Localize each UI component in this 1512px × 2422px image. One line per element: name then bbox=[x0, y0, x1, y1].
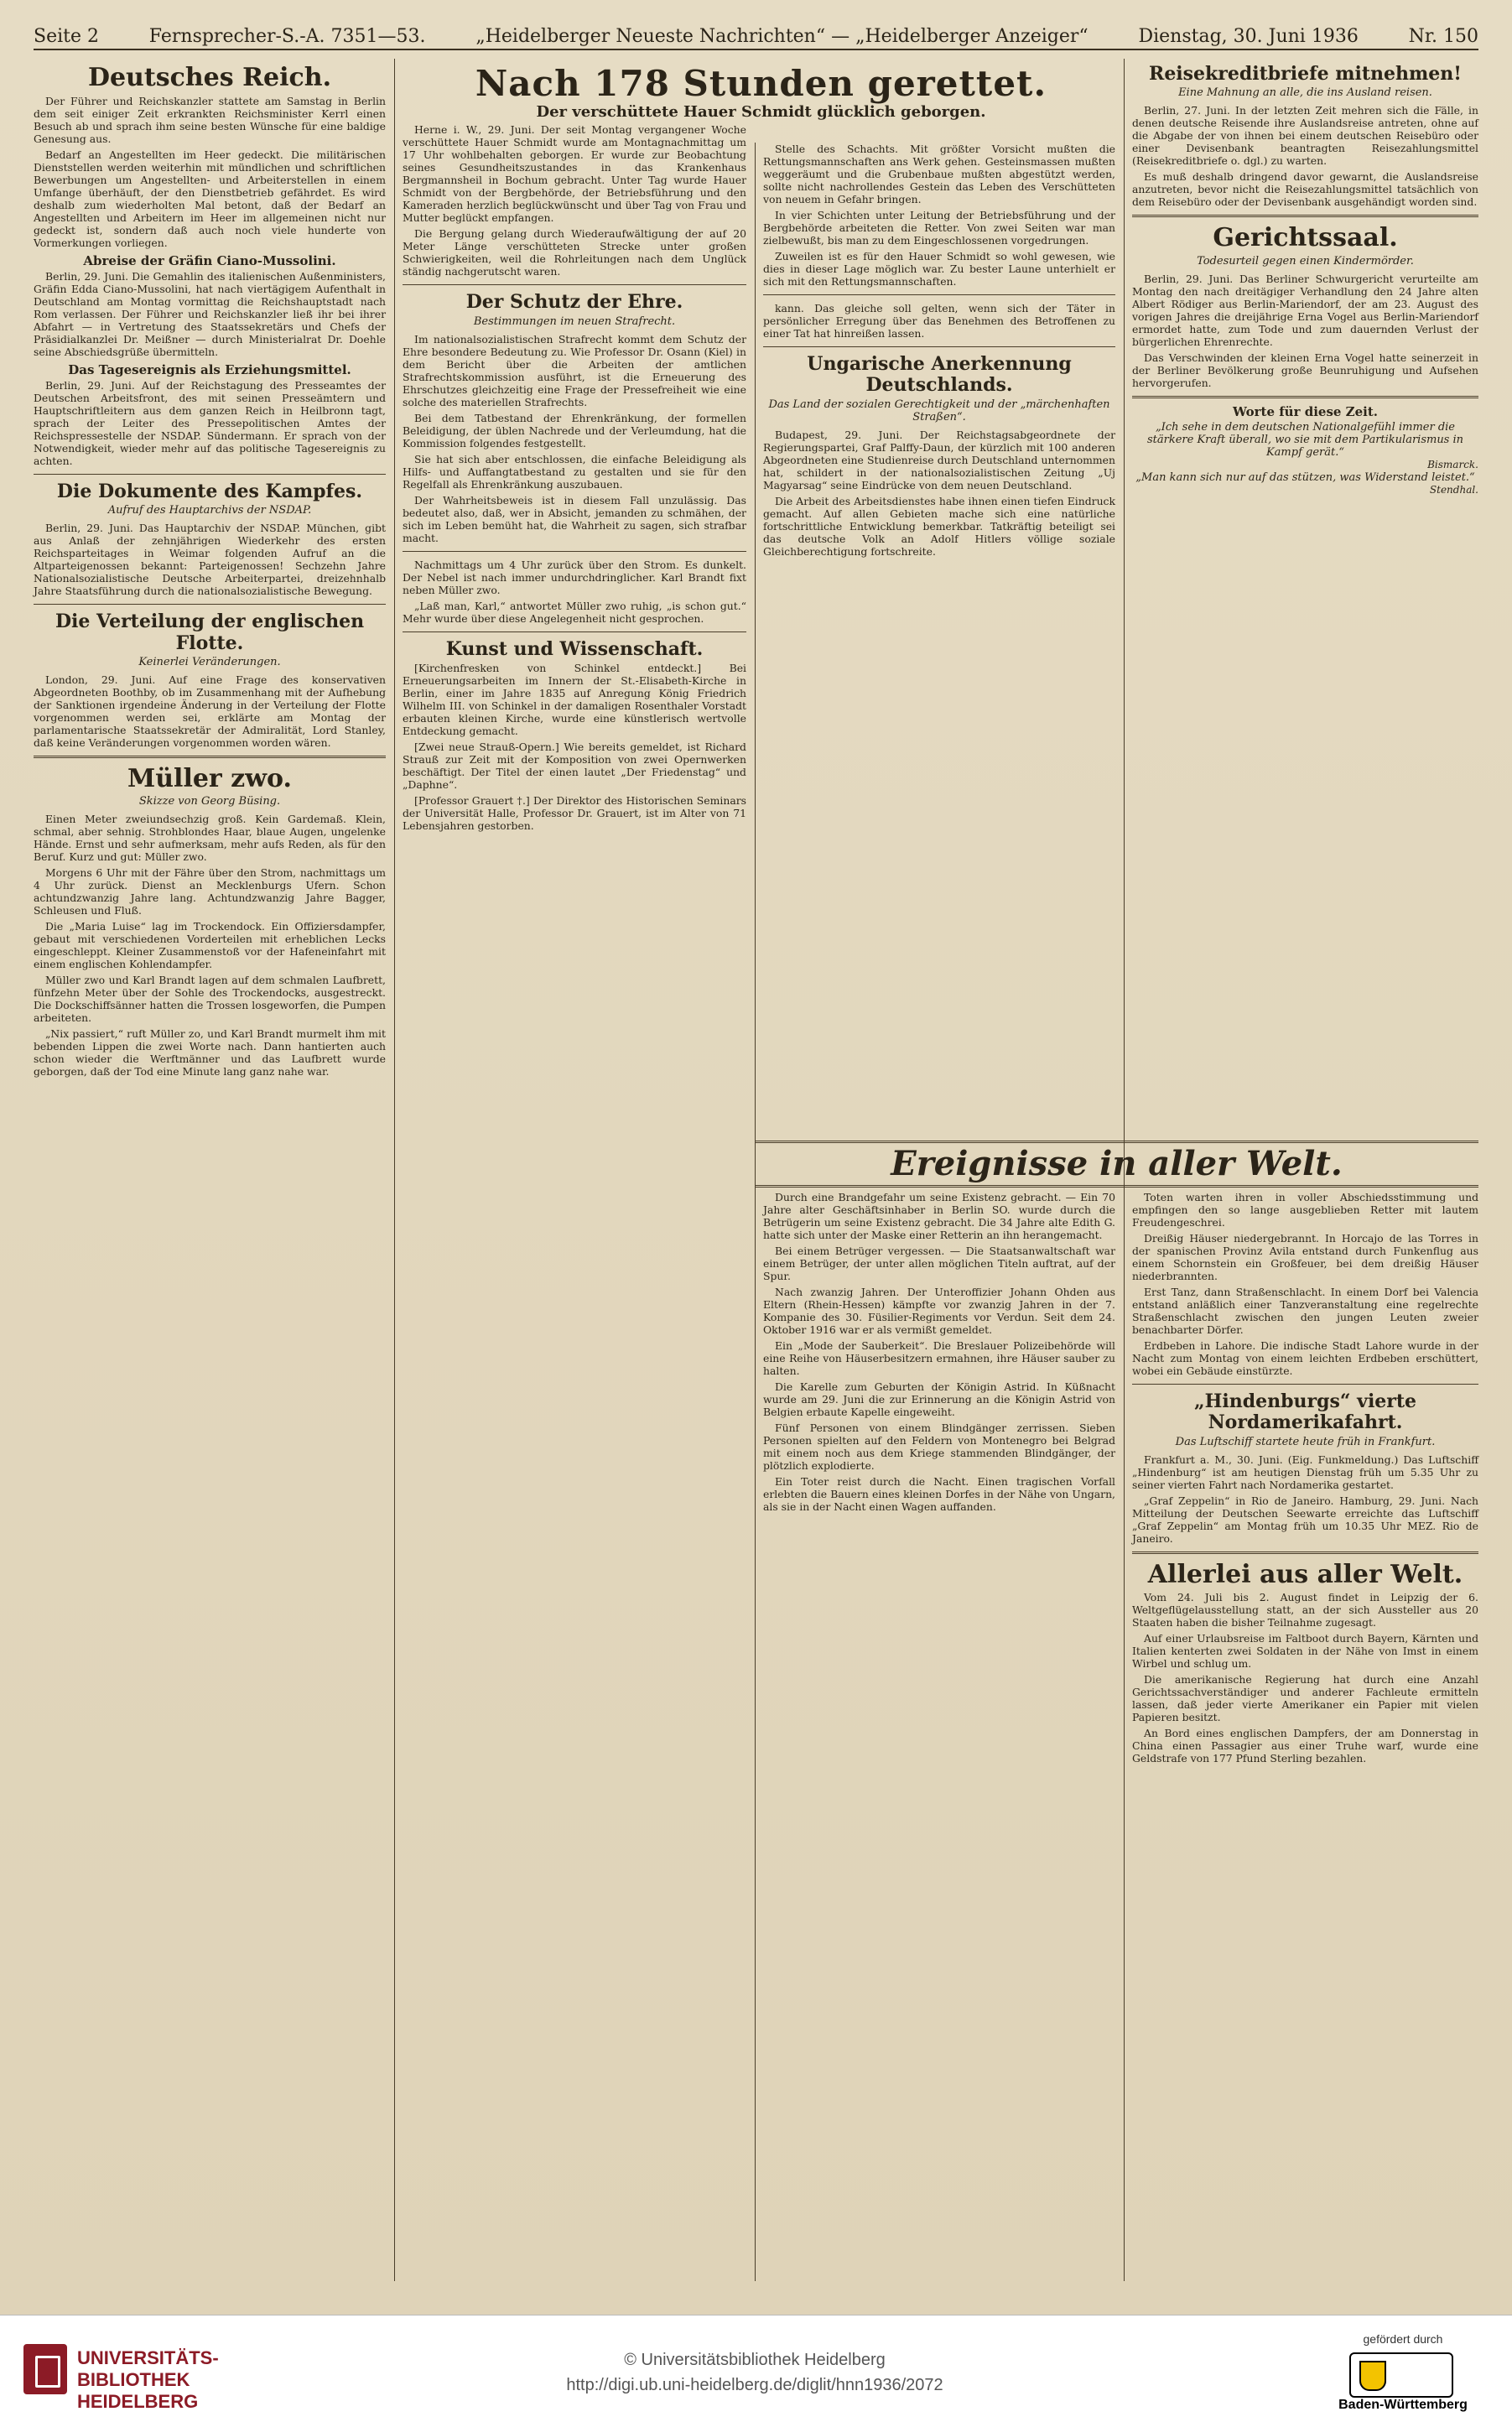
article-paragraph: Frankfurt a. M., 30. Juni. (Eig. Funkmeldung.) Das Luftschiff „Hindenburg“ ist am heutigen Dienstag früh um 5.35 Uhr zu seiner vierten Fahrt nach Nordamerika gestartet. bbox=[1132, 1453, 1478, 1491]
article-title: Die Verteilung der englischen Flotte. bbox=[55, 611, 365, 654]
article-paragraph: Berlin, 29. Juni. Auf der Reichstagung des Presseamtes der Deutschen Arbeitsfront, des mit seinen Presseämtern und Hauptschriftleitern aus dem ganzen Reich in Heilbronn tagt, sprach der Leiter des Pressepolitischen Amtes der Reichspressestelle der NSDAP. Sündermann. Er sprach von der Notwendigkeit, wieder mehr auf das politische Tagesereignis zu achten. bbox=[34, 379, 386, 467]
article-paragraph: Es muß deshalb dringend davor gewarnt, die Auslandsreise anzutreten, bevor nicht die Reisezahlungsmittel tatsächlich von dem Reisebüro oder der Devisenbank ausgehändigt worden sind. bbox=[1132, 170, 1478, 209]
news-item: Ein Toter reist durch die Nacht. Einen tragischen Vorfall erlebten die Bauern eines kleinen Dorfes in der Nähe von Ungarn, als sie in der Nacht einen Wagen auffanden. bbox=[763, 1475, 1115, 1513]
divider bbox=[34, 474, 386, 475]
story-paragraph: Nachmittags um 4 Uhr zurück über den Strom. Es dunkelt. Der Nebel ist nach immer undurchdringlicher. Karl Brandt fixt neben Müller zwo. bbox=[403, 558, 746, 596]
column-4-top bbox=[1132, 59, 1478, 1065]
library-name: UNIVERSITÄTS- BIBLIOTHEK HEIDELBERG bbox=[77, 2347, 219, 2412]
article-paragraph: Bei dem Tatbestand der Ehrenkränkung, der formellen Beleidigung, der üblen Nachrede und der Verleumdung, hat die Kommission folgendes festgestellt. bbox=[403, 411, 746, 450]
copyright-text: © Universitätsbibliothek Heidelberg bbox=[624, 2351, 886, 2369]
article-title: Ungarische Anerkennung Deutschlands. bbox=[807, 353, 1072, 397]
divider bbox=[763, 346, 1115, 347]
article-paragraph: [Kirchenfresken von Schinkel entdeckt.] Bei Erneuerungsarbeiten im Innern der St.-Elisabeth-Kirche in Berlin, einer im Jahre 1835 auf Anregung König Friedrich Wilhelm III. von Schinkel in der damaligen Rosenthaler Vorstadt erbauten kleinen Kirche, wurde eine künstlerisch wertvolle Entdeckung gemacht. bbox=[403, 661, 746, 737]
section-banner: Ereignisse in aller Welt. bbox=[755, 1141, 1478, 1188]
news-item: Die Karelle zum Geburten der Königin Astrid. In Küßnacht wurde am 29. Juni die zur Erinnerung an die Königin Astrid von Belgien erbaute Kapelle eingeweiht. bbox=[763, 1380, 1115, 1418]
divider bbox=[403, 631, 746, 632]
column-rule bbox=[755, 143, 756, 2281]
article-subheading: Aufruf des Hauptarchivs der NSDAP. bbox=[107, 504, 312, 517]
funding-label: gefördert durch bbox=[1363, 2332, 1443, 2346]
news-item: Auf einer Urlaubsreise im Faltboot durch Bayern, Kärnten und Italien kenterten zwei Soldaten in der Nähe von Imst in einem Wirbel und schlug um. bbox=[1132, 1632, 1478, 1671]
article-title: Deutsches Reich. bbox=[87, 63, 332, 92]
divider bbox=[1132, 1551, 1478, 1554]
article-paragraph: [Professor Grauert †.] Der Direktor des Historischen Seminars der Universität Halle, Professor Dr. Grauert, ist im Alter von 71 Lebensjahren gestorben. bbox=[403, 793, 746, 832]
university-library-logo-icon bbox=[23, 2344, 67, 2394]
divider bbox=[1132, 1384, 1478, 1385]
library-footer bbox=[0, 2315, 1512, 2422]
article-subheading: Bestimmungen im neuen Strafrecht. bbox=[473, 314, 676, 328]
column-3-top bbox=[763, 143, 1115, 1065]
article-title: Gerichtssaal. bbox=[1213, 223, 1398, 253]
permalink[interactable]: http://digi.ub.uni-heidelberg.de/diglit/hnn1936/2072 bbox=[566, 2376, 943, 2394]
article-paragraph: [Zwei neue Strauß-Opern.] Wie bereits gemeldet, ist Richard Strauß zur Zeit mit der Komposition von zwei Opernwerken beschäftigt. Der Titel der einen lautet „Der Friedenstag“ und „Daphne“. bbox=[403, 740, 746, 791]
article-title: Allerlei aus aller Welt. bbox=[1147, 1559, 1463, 1589]
article-paragraph: Die Arbeit des Arbeitsdienstes habe ihnen einen tiefen Eindruck gemacht. Auf allen Gebieten mache sich eine natürliche fortschrittliche Entwicklung bemerkbar. Tatkräftig beteiligt sei das deutsche Volk an Adolf Hitlers völlige soziale Gleichberechtigung fortschreite. bbox=[763, 494, 1115, 558]
article-title: Reisekreditbriefe mitnehmen! bbox=[1149, 63, 1462, 85]
story-paragraph: Müller zwo und Karl Brandt lagen auf dem schmalen Laufbrett, fünfzehn Meter über der Sohle des Trockendocks, ausgestreckt. Die Dockschiffsänner hatten die Trossen losgeworfen, die Pumpen arbeiteten. bbox=[34, 974, 386, 1025]
issue-date: Dienstag, 30. Juni 1936 bbox=[1138, 25, 1359, 47]
lead-headline-block bbox=[403, 63, 1120, 122]
baden-wuerttemberg-crest-icon bbox=[1349, 2352, 1453, 2398]
article-paragraph: Bedarf an Angestellten im Heer gedeckt. Die militärischen Dienststellen werden weiterhin mit mündlichen und schriftlichen Bewerbungen um Angestellten- und Arbeiterstellen in einem Umfange überhäuft, der den Dienstbetrieb gefährdet. Es wird deshalb zum wiederholten Mal betont, daß der Bedarf an Angestellten und Arbeitern im Heer im allgemeinen nicht nur gedeckt ist, sondern daß auch noch viele hunderte von Vormerkungen vorliegen. bbox=[34, 148, 386, 249]
divider bbox=[403, 551, 746, 552]
page-header bbox=[34, 23, 1478, 50]
column-4-bottom bbox=[1132, 1191, 1478, 2281]
divider bbox=[403, 284, 746, 285]
phone-number: Fernsprecher-S.-A. 7351—53. bbox=[148, 25, 426, 47]
column-1 bbox=[34, 59, 386, 2281]
quote bbox=[1132, 471, 1478, 496]
news-item: Nach zwanzig Jahren. Der Unteroffizier Johann Ohden aus Eltern (Rhein-Hessen) kämpfte vor zwanzig Jahren in der 7. Kompanie des 30. Füsilier-Regiments vor Verdun. Seit dem 24. Oktober 1916 war er als vermißt gemeldet. bbox=[763, 1286, 1115, 1336]
news-item: Die amerikanische Regierung hat durch eine Anzahl Gerichtssachverständiger und anderer Fachleute ermitteln lassen, daß jeder vierte Amerikaner ein Papier mit vielen Papieren besitzt. bbox=[1132, 1673, 1478, 1724]
news-item: Durch eine Brandgefahr um seine Existenz gebracht. — Ein 70 Jahre alter Geschäftsinhaber in Berlin SO. wurde durch die Betrügerin um seine Existenz gebracht. Die 34 Jahre alte Edith G. hatte sich unter der Maske einer Retterin an ihn herangemacht. bbox=[763, 1191, 1115, 1241]
quote-heading: Worte für diese Zeit. bbox=[1233, 403, 1378, 419]
article-paragraph: London, 29. Juni. Auf eine Frage des konservativen Abgeordneten Boothby, ob im Zusammenhang mit der Aufhebung der Sanktionen irgendeine Änderung in der Verteilung der Flotte vorgenommen werden sei, erklärte am Montag der parlamentarische Staatssekretär der Admiralität, Lord Stanley, daß keine Veränderungen vorgenommen worden wären. bbox=[34, 673, 386, 749]
article-paragraph: Der Wahrheitsbeweis ist in diesem Fall unzulässig. Das bedeutet also, daß, wer in Absicht, jemanden zu schmähen, der sich im Leben bemüht hat, die Wahrheit zu sagen, sich strafbar macht. bbox=[403, 493, 746, 544]
article-paragraph: Im nationalsozialistischen Strafrecht kommt dem Schutz der Ehre besondere Bedeutung zu. Wie Professor Dr. Osann (Kiel) in dem Bericht über die Arbeiten der amtlichen Strafrechtskommission ausführt, ist die Erneuerung des Ehrschutzes gleichzeitig eine Frage der Pressefreiheit wie eine solche des materiellen Strafrechts. bbox=[403, 332, 746, 408]
column-rule bbox=[394, 59, 395, 2281]
newspaper-names: „Heidelberger Neueste Nachrichten“ — „Heidelberger Anzeiger“ bbox=[475, 25, 1089, 47]
divider bbox=[34, 756, 386, 758]
article-subheading: Eine Mahnung an alle, die ins Ausland reisen. bbox=[1178, 86, 1432, 100]
story-paragraph: Die „Maria Luise“ lag im Trockendock. Ein Offiziersdampfer, gebaut mit verschiedenen Vorderteilen mit erheblichen Lecks eingeschleppt. Kleiner Zusammenstoß vor der Hafeneinfahrt mit einem englischen Kohlendampfer. bbox=[34, 920, 386, 971]
story-paragraph: „Nix passiert,“ ruft Müller zo, und Karl Brandt murmelt ihm mit bebenden Lippen die zwei Worte nach. Dann hantierten auch schon wieder die Werftmänner und das Laufbrett wurde geborgen, daß der Tod eine Minute lang ganz nahe war. bbox=[34, 1027, 386, 1078]
divider bbox=[34, 604, 386, 605]
story-paragraph: Einen Meter zweiundsechzig groß. Kein Gardemaß. Klein, schmal, aber sehnig. Strohblondes Haar, blaue Augen, ungelenke Hände. Ernst und sehr aufmerksam, mehr aufs Reden, als für den Beruf. Kurz und gut: Müller zwo. bbox=[34, 813, 386, 864]
divider bbox=[1132, 215, 1478, 217]
article-paragraph: Herne i. W., 29. Juni. Der seit Montag vergangener Woche verschüttete Hauer Schmidt wurde am Montagnachmittag um 17 Uhr wohlbehalten geborgen. Er wurde zur Beobachtung seines Gesundheitszustandes in das Krankenhaus Bergmannsheil in Bochum gebracht. Unter Tag wurde Hauer Schmidt von der Bergbehörde, der Betriebsführung und den Kameraden herzlich beglückwünscht und über Tag von Frau und Mutter beglückt empfangen. bbox=[403, 123, 746, 225]
news-item: An Bord eines englischen Dampfers, der am Donnerstag in China einen Passagier aus einer Truhe warf, wurde eine Geldstrafe von 177 Pfund Sterling bezahlen. bbox=[1132, 1727, 1478, 1765]
article-paragraph: Berlin, 29. Juni. Die Gemahlin des italienischen Außenministers, Gräfin Edda Ciano-Mussolini, hat nach viertägigem Aufenthalt in Deutschland am Montag vormittag die Reichshauptstadt nach Rom verlassen. Der Führer und Reichskanzler ließ ihr bei ihrer Abfahrt — in Vertretung des Staatssekretärs und Chefs der Präsidialkanzlei Dr. Meißner — durch Ministerialrat Dr. Doehle seine Abschiedsgrüße übermitteln. bbox=[34, 269, 386, 358]
column-3-bottom bbox=[763, 1191, 1115, 2281]
story-paragraph: „Laß man, Karl,“ antwortet Müller zwo ruhig, „is schon gut.“ Mehr wurde über diese Angelegenheit nicht gesprochen. bbox=[403, 599, 746, 625]
story-title: Müller zwo. bbox=[127, 763, 292, 793]
divider bbox=[763, 294, 1115, 295]
article-paragraph: Die Bergung gelang durch Wiederaufwältigung der auf 20 Meter Länge verschütteten Strecke unter großen Schwierigkeiten, weil die Rohrleitungen nach dem Unglück ständig nachgerutscht waren. bbox=[403, 227, 746, 278]
issue-number: Nr. 150 bbox=[1408, 25, 1478, 47]
quote-text: „Ich sehe in dem deutschen Nationalgefühl immer die stärkere Kraft überall, wo sie mit dem Partikularismus in Kampf gerät.“ bbox=[1146, 421, 1464, 460]
quote-author: Bismarck. bbox=[1427, 459, 1478, 471]
article-subheading: Das Luftschiff startete heute früh in Frankfurt. bbox=[1175, 1435, 1436, 1448]
news-item: Bei einem Betrüger vergessen. — Die Staatsanwaltschaft war einem Betrüger, der unter allen möglichen Titeln auftrat, auf der Spur. bbox=[763, 1245, 1115, 1282]
article-paragraph: In vier Schichten unter Leitung der Betriebsführung und der Bergbehörde arbeiteten die Retter. Von zwei Seiten war man zielbewußt, bis man zu dem Eingeschlossenen vorgedrungen. bbox=[763, 209, 1115, 247]
article-paragraph: Das Verschwinden der kleinen Erna Vogel hatte seinerzeit in der Berliner Bevölkerung große Beunruhigung und Aufsehen hervorgerufen. bbox=[1132, 351, 1478, 389]
news-item: Vom 24. Juli bis 2. August findet in Leipzig der 6. Weltgeflügelausstellung statt, an der sich Aussteller aus 20 Staaten haben die bisher Teilnahme zugesagt. bbox=[1132, 1591, 1478, 1629]
news-item: Ein „Mode der Sauberkeit“. Die Breslauer Polizeibehörde will eine Reihe von Häuserbesitzern ermahnen, ihre Häuser sauber zu halten. bbox=[763, 1339, 1115, 1377]
lead-subheadline: Der verschüttete Hauer Schmidt glücklich geborgen. bbox=[536, 103, 986, 122]
news-item: Toten warten ihren in voller Abschiedsstimmung und empfingen den so lange ausgeblieben Retter mit lautem Freudengeschrei. bbox=[1132, 1191, 1478, 1229]
article-paragraph: Budapest, 29. Juni. Der Reichstagsabgeordnete der Regierungspartei, Graf Palffy-Daun, der kürzlich mit 100 anderen Abgeordneten eine Studienreise durch Deutschland unternommen hat, schildert in der nationalsozialistischen Zeitung „Uj Magyarsag“ seine Eindrücke von dem neuen Deutschland. bbox=[763, 428, 1115, 491]
article-paragraph: Sie hat sich aber entschlossen, die einfache Beleidigung als Hilfs- und Auffangtatbestand zu gestalten und sie für den Regelfall als Ehrenkränkung auszubauen. bbox=[403, 452, 746, 491]
article-paragraph: Der Führer und Reichskanzler stattete am Samstag in Berlin dem seit einiger Zeit erkrankten Reichsminister Kerrl einen Besuch ab und sprach ihm seine besten Wünsche für eine baldige Genesung aus. bbox=[34, 94, 386, 145]
article-paragraph: Berlin, 29. Juni. Das Berliner Schwurgericht verurteilte am Montag den nach dreitägiger Verhandlung den 24 Jahre alten Albert Rödiger aus Berlin-Mariendorf, der am 23. August des vorigen Jahres die dreijährige Erna Vogel aus Berlin-Mariendorf ermordet hatte, zum Tode und zum dauernden Verlust der bürgerlichen Ehrenrechte. bbox=[1132, 272, 1478, 348]
divider bbox=[1132, 396, 1478, 398]
footer-credits bbox=[503, 2347, 1006, 2398]
article-paragraph: Berlin, 27. Juni. In der letzten Zeit mehren sich die Fälle, in denen deutsche Reisende ihre Auslandsreise antreten, ohne auf die Abgabe der von ihnen bei einem deutschen Reisebüro oder einer Devisenbank beantragten Reisezahlungsmittel (Reisekreditbriefe o. dgl.) zu warten. bbox=[1132, 104, 1478, 168]
article-subheading: Keinerlei Veränderungen. bbox=[138, 655, 281, 668]
funding-state: Baden-Württemberg bbox=[1338, 2398, 1468, 2412]
lead-headline: Nach 178 Stunden gerettet. bbox=[475, 63, 1047, 104]
article-subheading: Todesurteil gegen einen Kindermörder. bbox=[1197, 254, 1414, 268]
quote-author: Stendhal. bbox=[1429, 484, 1478, 496]
news-item: Dreißig Häuser niedergebrannt. In Horcajo de las Torres in der spanischen Provinz Avila entstand durch Funkenflug aus einem Schornstein ein Großfeuer, bei dem dreißig Häuser niederbrannten. bbox=[1132, 1232, 1478, 1282]
article-title: Die Dokumente des Kampfes. bbox=[56, 481, 363, 502]
article-title: Der Schutz der Ehre. bbox=[465, 291, 683, 314]
article-title: Kunst und Wissenschaft. bbox=[445, 637, 704, 660]
page-number: Seite 2 bbox=[34, 25, 99, 47]
article-subtitle: Das Tagesereignis als Erziehungsmittel. bbox=[68, 361, 351, 377]
article-paragraph: Zuweilen ist es für den Hauer Schmidt so wohl gewesen, wie dies in dieser Lage möglich war. Zu bester Laune unterhielt er sich mit den Rettungsmannschaften. bbox=[763, 250, 1115, 288]
article-paragraph: „Graf Zeppelin“ in Rio de Janeiro. Hamburg, 29. Juni. Nach Mitteilung der Deutschen Seewarte erreichte das Luftschiff „Graf Zeppelin“ am Montag früh um 10.35 Uhr MEZ. Rio de Janeiro. bbox=[1132, 1494, 1478, 1545]
article-subheading: Das Land der sozialen Gerechtigkeit und der „märchenhaften Straßen“. bbox=[768, 398, 1110, 424]
quote-text: „Man kann sich nur auf das stützen, was Widerstand leistet.“ bbox=[1135, 471, 1475, 485]
quote bbox=[1132, 421, 1478, 471]
story-paragraph: Morgens 6 Uhr mit der Fähre über den Strom, nachmittags um 4 Uhr zurück. Dienst an Mecklenburgs Ufern. Schon achtundzwanzig Jahre lang. Achtundzwanzig Jahre Bagger, Schleusen und Fluß. bbox=[34, 866, 386, 917]
article-subtitle: Abreise der Gräfin Ciano-Mussolini. bbox=[83, 252, 336, 268]
story-author: Skizze von Georg Büsing. bbox=[138, 795, 281, 808]
article-paragraph: kann. Das gleiche soll gelten, wenn sich der Täter in persönlicher Erregung über das Benehmen des Betroffenen zu einer Tat hat hinreißen lassen. bbox=[763, 302, 1115, 340]
news-item: Fünf Personen von einem Blindgänger zerrissen. Sieben Personen spielten auf den Feldern von Montenegro bei Belgrad mit einem noch aus dem Kriege stammenden Blindgänger, der plötzlich explodierte. bbox=[763, 1421, 1115, 1472]
article-paragraph: Stelle des Schachts. Mit größter Vorsicht mußten die Rettungsmannschaften ans Werk gehen. Gesteinsmassen mußten weggeräumt und die Grubenbaue mußten abgestützt werden, sollte nicht nachrollendes Gestein das Leben des Verschütteten von neuem in Gefahr bringen. bbox=[763, 143, 1115, 205]
article-paragraph: Berlin, 29. Juni. Das Hauptarchiv der NSDAP. München, gibt aus Anlaß der zehnjährigen Wiederkehr des ersten Reichsparteitages in Weimar folgenden Aufruf an die Altparteigenossen bekannt: Parteigenossen! Sechzehn Jahre Nationalsozialistische Deutsche Arbeiterpartei, dreizehnhalb Jahre Staatsführung durch die nationalsozialistische Bewegung. bbox=[34, 522, 386, 598]
news-item: Erst Tanz, dann Straßenschlacht. In einem Dorf bei Valencia entstand anläßlich einer Tanzveranstaltung eine regelrechte Straßenschlacht zwischen den jungen Leuten zweier benachbarter Dörfer. bbox=[1132, 1286, 1478, 1336]
news-item: Erdbeben in Lahore. Die indische Stadt Lahore wurde in der Nacht zum Montag von einem leichten Erdbeben erschüttert, wobei ein Gebäude einstürzte. bbox=[1132, 1339, 1478, 1377]
article-title: „Hindenburgs“ vierte Nordamerikafahrt. bbox=[1193, 1390, 1417, 1434]
